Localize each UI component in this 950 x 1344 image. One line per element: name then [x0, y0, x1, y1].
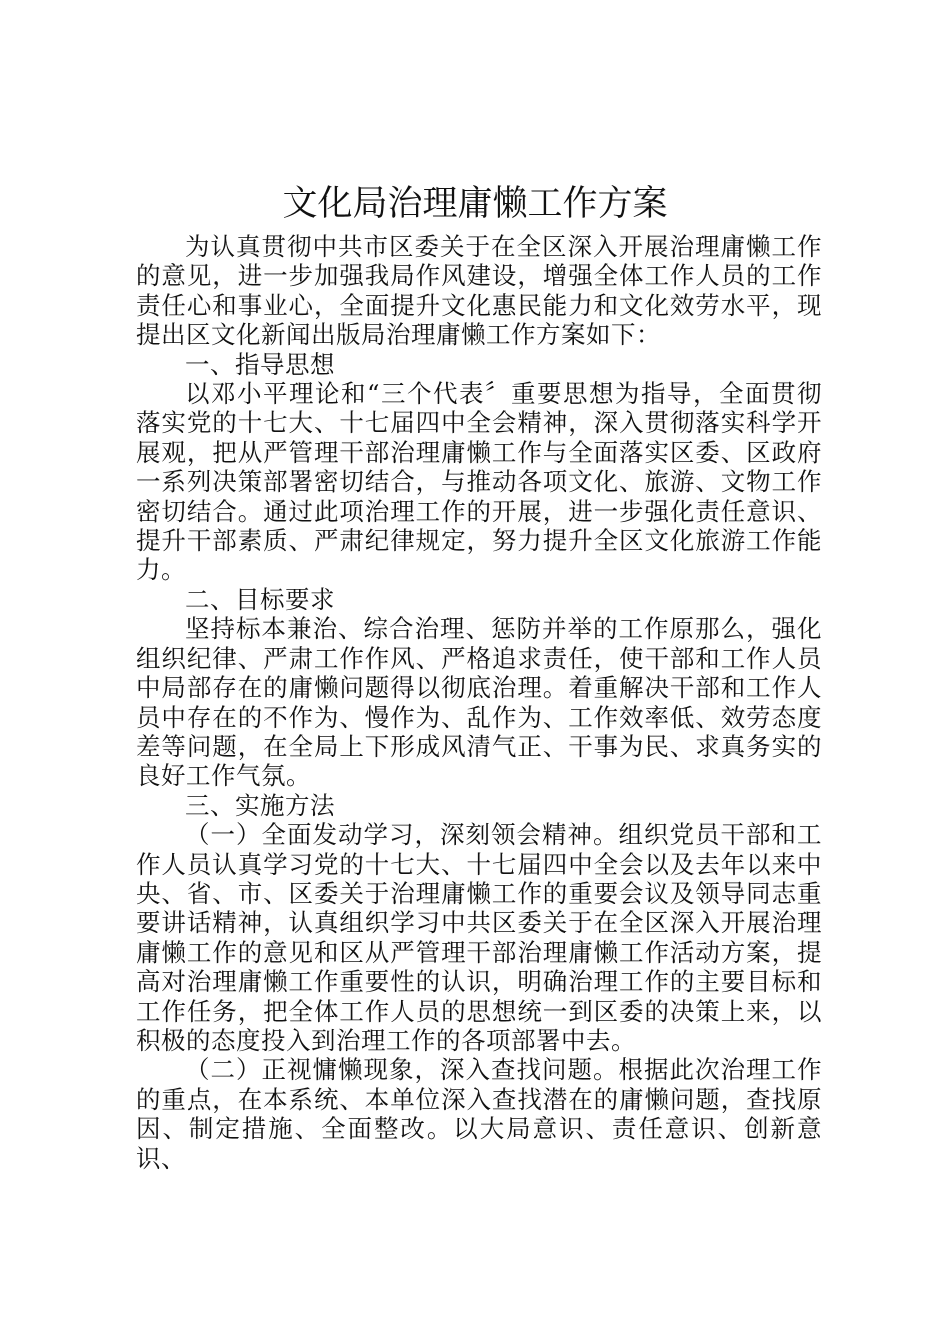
implementation-item-1: （一）全面发动学习，深刻领会精神。组织党员干部和工作人员认真学习党的十七大、十七届四中全会以及去年以来中央、省、市、区委关于治理庸懒工作的重要会议及领导同志重要讲话精神，认真组织学习中共区委关于在全区深入开展治理庸懒工作的意见和区从严管理干部治理庸懒工作活动方案，提高对治理庸懒工作重要性的认识，明确治理工作的主要目标和工作任务，把全体工作人员的思想统一到区委的决策上来，以积极的态度投入到治理工作的各项部署中去。 [136, 820, 822, 1055]
guiding-ideology-paragraph: 以邓小平理论和“三个代表〞重要思想为指导，全面贯彻落实党的十七大、十七届四中全会精神，深入贯彻落实科学开展观，把从严管理干部治理庸懒工作与全面落实区委、区政府一系列决策部署密切结合，与推动各项文化、旅游、文物工作密切结合。通过此项治理工作的开展，进一步强化责任意识、提升干部素质、严肃纪律规定，努力提升全区文化旅游工作能力。 [136, 379, 822, 585]
document-body [136, 232, 822, 1173]
section-heading-objectives: 二、目标要求 [185, 584, 335, 614]
document-title: 文化局治理庸懒工作方案 [282, 184, 668, 224]
objectives-paragraph: 坚持标本兼治、综合治理、惩防并举的工作原那么，强化组织纪律、严肃工作作风、严格追求责任，使干部和工作人员中局部存在的庸懒问题得以彻底治理。着重解决干部和工作人员中存在的不作为、慢作为、乱作为、工作效率低、效劳态度差等问题，在全局上下形成风清气正、干事为民、求真务实的良好工作气氛。 [136, 614, 822, 791]
implementation-item-2: （二）正视慵懒现象，深入查找问题。根据此次治理工作的重点，在本系统、本单位深入查找潜在的庸懒问题，查找原因、制定措施、全面整改。以大局意识、责任意识、创新意识、 [136, 1055, 822, 1173]
intro-paragraph: 为认真贯彻中共市区委关于在全区深入开展治理庸懒工作的意见，进一步加强我局作风建设，增强全体工作人员的工作责任心和事业心，全面提升文化惠民能力和文化效劳水平，现提出区文化新闻出版局治理庸懒工作方案如下： [136, 232, 822, 350]
section-heading-implementation: 三、实施方法 [185, 790, 335, 820]
section-heading-guiding-ideology: 一、指导思想 [185, 349, 335, 379]
